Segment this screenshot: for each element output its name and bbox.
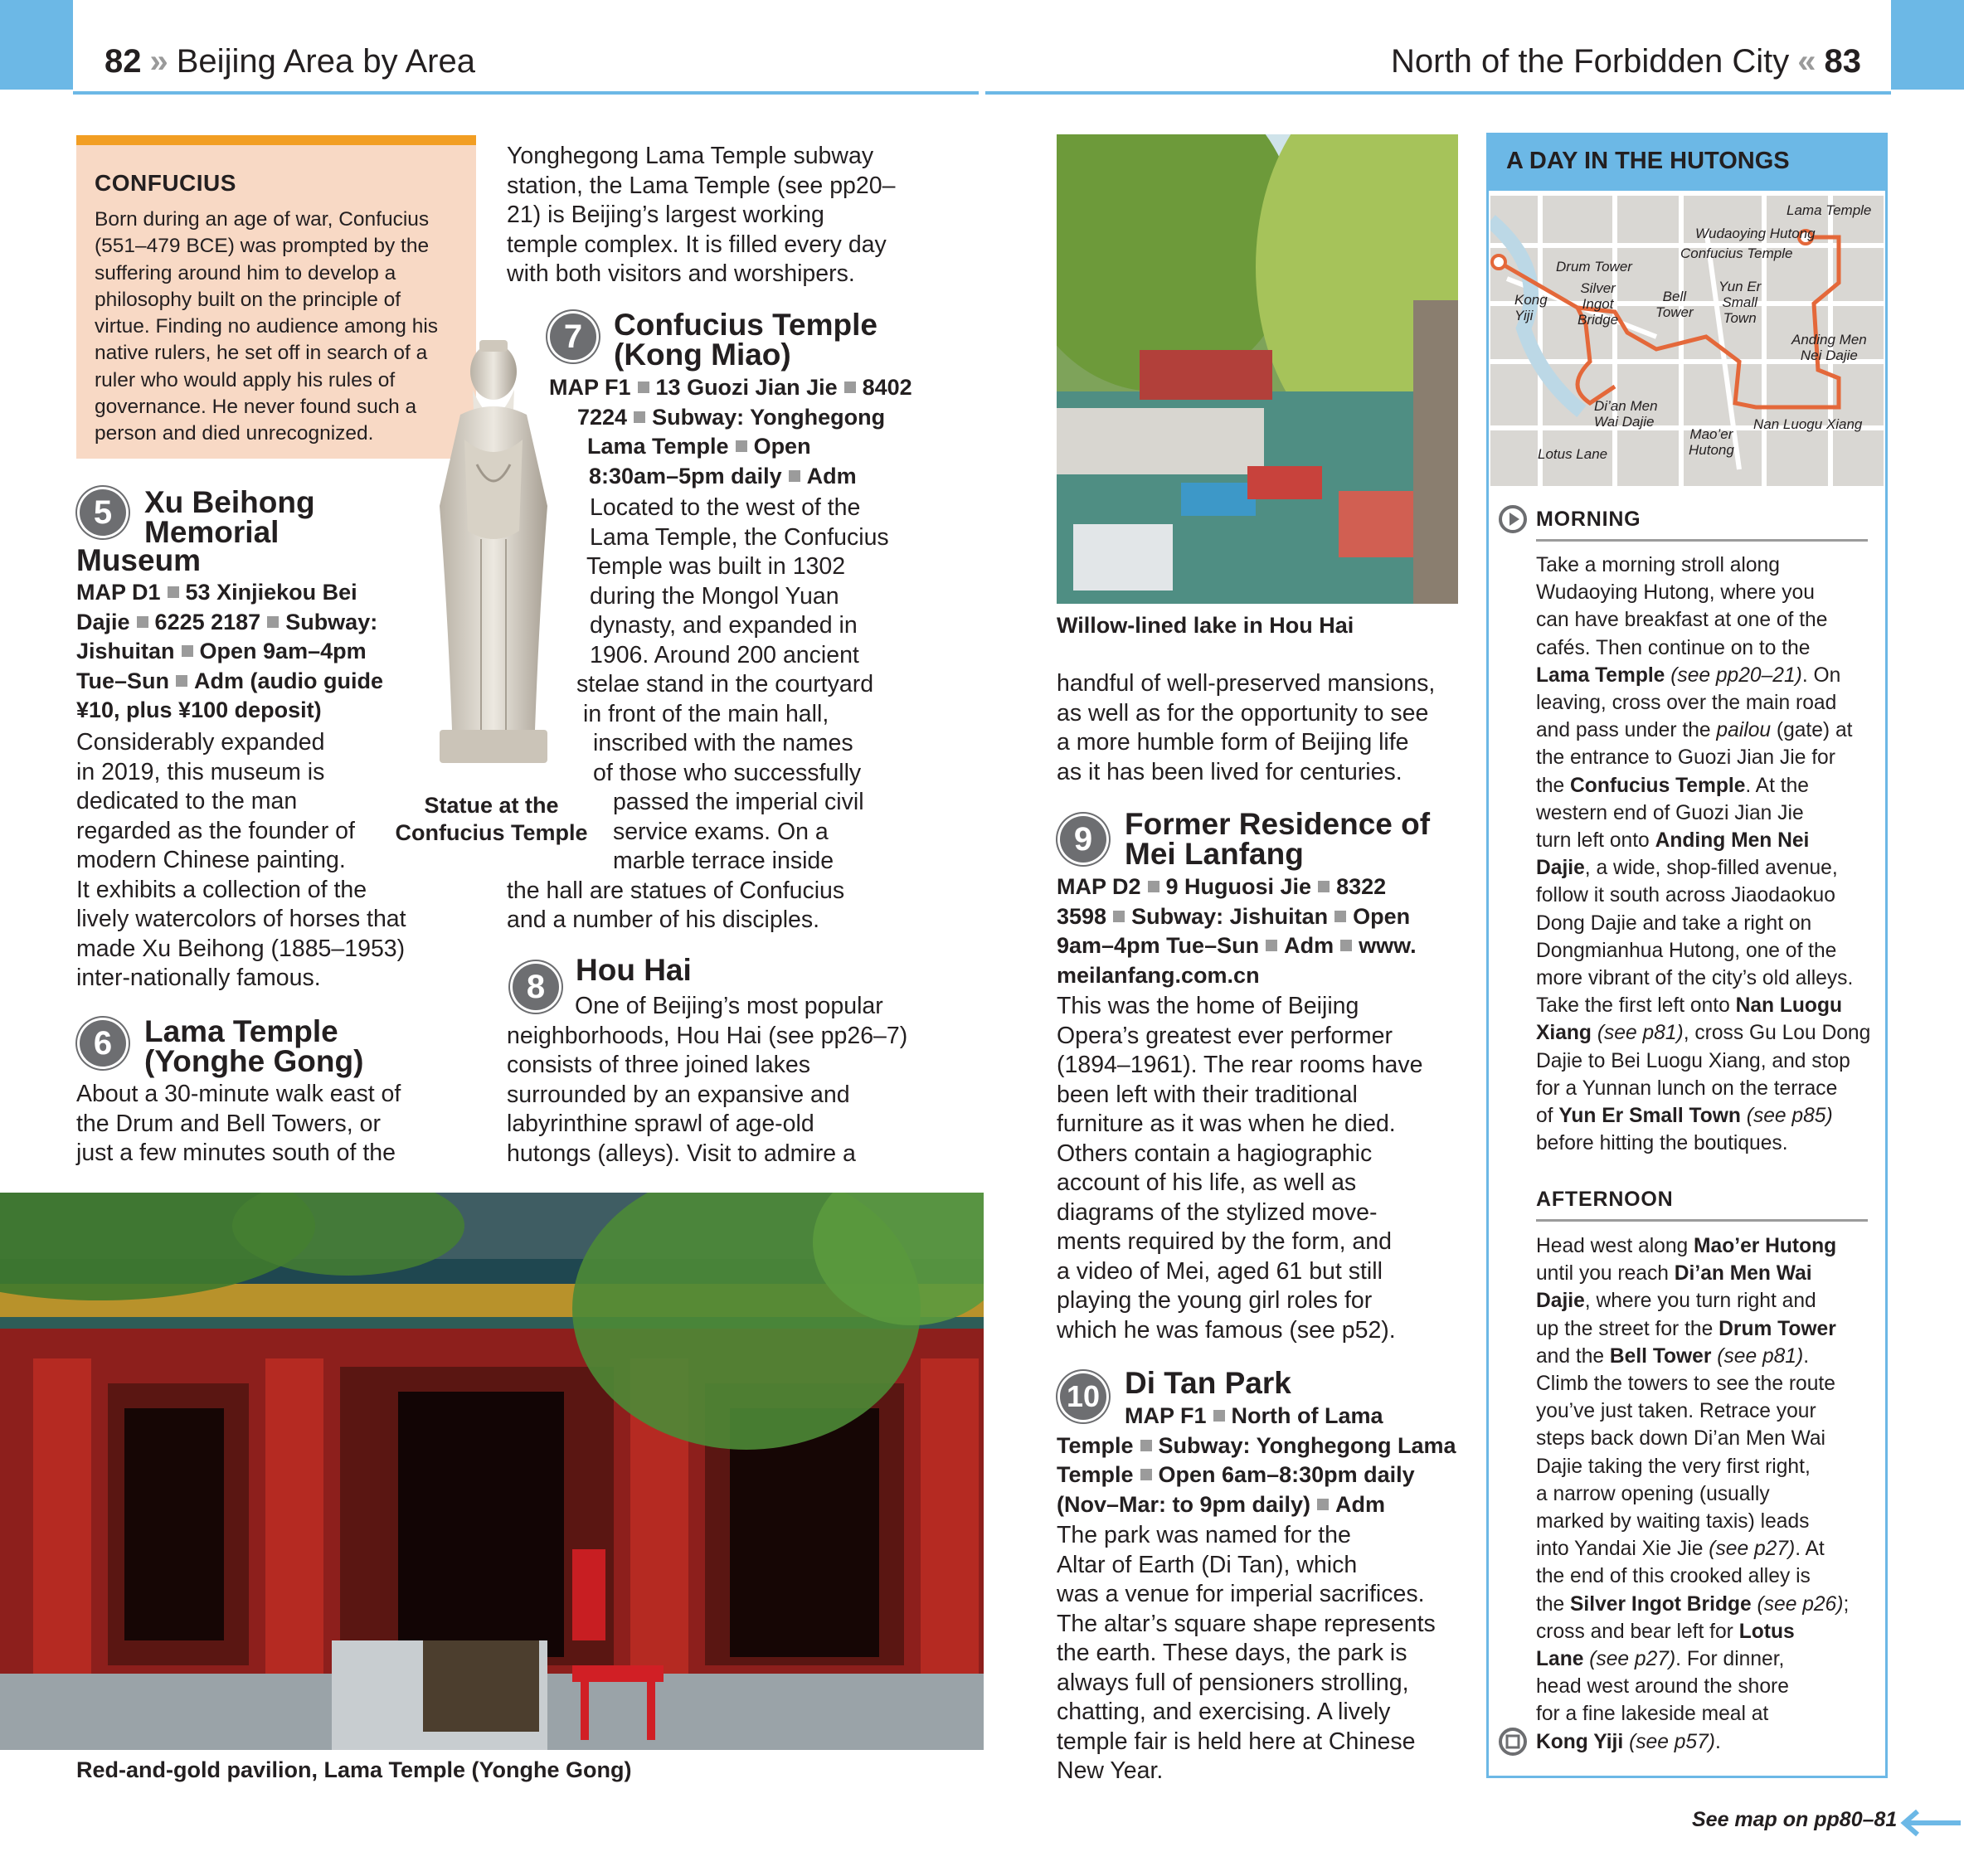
body-line: a video of Mei, aged 61 but still [1057,1257,1383,1285]
info-item: Open [1353,903,1411,929]
body-line: Temple was built in 1302 [586,553,846,580]
bullet-square-icon [844,382,856,393]
info-item: Subway: [285,609,378,634]
body-line: hutongs (alleys). Visit to admire a [507,1140,856,1167]
afternoon-line: up the street for the Drum Tower [1536,1317,1836,1340]
entry-5-info [76,578,425,726]
info-item: 53 Xinjiekou Bei [185,580,357,605]
info-item: 8322 [1336,874,1387,899]
entry-title-hou-hai: Hou Hai [576,953,692,987]
body-line: as it has been lived for centuries. [1057,758,1403,785]
info-item: Temple [1057,1432,1134,1458]
entry-title-confucius-temple [614,310,877,370]
map-label-line: Bridge [1578,312,1619,328]
map-label-yun-er [1718,279,1761,326]
lama-temple-pavilion-image [0,1193,984,1750]
morning-line: Dajie, a wide, shop-filled avenue, [1536,857,1838,880]
body-line: About a 30-minute walk east of [76,1081,401,1107]
info-item: 6225 2187 [154,609,261,634]
map-label-anding [1791,332,1867,363]
map-label-line: Kong [1514,292,1548,308]
body-line: just a few minutes south of the [76,1140,396,1166]
info-item: Adm [806,463,857,488]
map-label-line: Anding Men [1791,332,1867,347]
body-line: diagrams of the stylized move- [1057,1198,1378,1226]
body-line: with both visitors and worshipers. [507,260,855,287]
info-item: Adm [1284,933,1334,958]
body-line: The park was named for the [1057,1522,1351,1548]
info-item: MAP F1 [1125,1403,1207,1428]
body-line: dedicated to the man [76,788,298,814]
morning-line: Dong Dajie and take a right on [1536,911,1812,935]
bullet-square-icon [1266,940,1277,951]
title-line: Xu Beihong [144,485,315,519]
map-label-lama-temple: Lama Temple [1787,202,1872,218]
body-line: as well as for the opportunity to see [1057,699,1429,727]
left-section-title: Beijing Area by Area [176,43,475,80]
body-line: Lama Temple, the Confucius [590,523,889,551]
map-label-line: Di’an Men [1594,398,1658,414]
entry-10-body [1057,1521,1471,1786]
bullet-square-icon [182,645,193,657]
info-item: (Nov–Mar: to 9pm daily) [1057,1491,1311,1517]
map-label-line: Town [1723,310,1757,326]
entry-6-body [76,1080,433,1169]
body-line: dynasty, and expanded in [590,612,858,639]
body-line: regarded as the founder of [76,817,355,844]
stop-end-icon [1498,1727,1528,1757]
map-label-maoer [1689,426,1734,458]
map-label-lotus-lane: Lotus Lane [1538,446,1608,462]
entry-6-body-continued [507,142,921,289]
statue-caption-line: Statue at the [424,793,559,818]
body-line: lively watercolors of horses that [76,906,406,932]
afternoon-line: cross and bear left for Lotus [1536,1620,1795,1643]
morning-line: can have breakfast at one of the [1536,609,1828,632]
body-line: Others contain a hagiographic [1057,1140,1373,1167]
morning-line: more vibrant of the city’s old alleys. [1536,967,1854,990]
body-line: New Year. [1057,1757,1164,1784]
morning-line: leaving, cross over the main road [1536,692,1837,715]
info-item: Tue–Sun [76,668,170,693]
afternoon-line: a narrow opening (usually [1536,1482,1770,1505]
morning-line: of Yun Er Small Town (see p85) [1536,1105,1833,1128]
morning-line: Xiang (see p81), cross Gu Lou Dong [1536,1022,1871,1045]
morning-text [1536,552,1876,1157]
body-line: was a venue for imperial sacrifices. [1057,1581,1425,1607]
map-label-line: Small [1722,294,1757,310]
info-item: meilanfang.com.cn [1057,962,1260,988]
body-line: in front of the main hall, [583,700,829,727]
body-line: temple complex. It is filled every day [507,231,887,258]
info-item: MAP D1 [76,580,161,605]
afternoon-rule [1536,1219,1868,1222]
bullet-square-icon [137,616,148,628]
map-label-line: Yiji [1514,308,1534,323]
morning-line: for a Yunnan lunch on the terrace [1536,1077,1838,1100]
info-item: Open 9am–4pm [199,639,367,663]
title-line: Memorial [144,515,280,549]
right-running-head [1391,43,1861,80]
morning-title: MORNING [1536,508,1641,531]
afternoon-line: Lane (see p27). For dinner, [1536,1648,1785,1671]
body-line: One of Beijing’s most popular [575,993,883,1019]
morning-line: Take a morning stroll along [1536,554,1780,576]
body-line: consists of three joined lakes [507,1052,810,1078]
body-line: inter-nationally famous. [76,965,321,991]
map-label-wudaoying: Wudaoying Hutong [1695,226,1816,241]
body-line: been left with their traditional [1057,1081,1358,1108]
entry-10-info [1057,1402,1471,1519]
body-line: labyrinthine sprawl of age-old [507,1111,814,1137]
body-line: stelae stand in the courtyard [576,671,874,697]
bullet-square-icon [168,586,179,598]
bullet-square-icon [634,411,645,423]
map-label-confucius: Confucius Temple [1680,245,1793,261]
entry-title-xu-beihong-line3: Museum [76,543,202,577]
afternoon-line: for a fine lakeside meal at [1536,1703,1769,1726]
entry-title-mei-lanfang [1125,809,1430,869]
info-item: 9 Huguosi Jie [1165,874,1312,899]
info-item: Lama Temple [587,434,729,459]
bullet-square-icon [1213,1410,1225,1422]
title-line: (Kong Miao) [614,338,791,372]
morning-line: Dajie to Bei Luogu Xiang, and stop [1536,1049,1850,1072]
body-line: during the Mongol Yuan [590,582,839,610]
confucius-box-text: Born during an age of war, Confucius (551–479 BCE) was prompted by the suffering around him to develop a philosophy built on the principle of virtue. Finding no audience among his native rulers, he set off in search of a ruler who would apply his rules of governance. He never found such a person and died unrecognized. [95,208,439,445]
info-item: ¥10, plus ¥100 deposit) [76,697,322,722]
map-label-silver-ingot [1578,280,1618,328]
body-line: playing the young girl roles for [1057,1287,1373,1314]
morning-rule [1536,539,1868,542]
info-item: Subway: Yonghegong Lama [1158,1432,1456,1458]
morning-line: and pass under the pailou (gate) at [1536,719,1853,742]
map-label-nanluogu: Nan Luogu Xiang [1753,416,1863,432]
title-line: (Yonghe Gong) [144,1044,364,1078]
entry-9-info [1057,872,1463,990]
map-label-drum-tower: Drum Tower [1556,259,1632,275]
chevron-right-icon: » [149,43,168,80]
afternoon-title: AFTERNOON [1536,1188,1674,1211]
entry-number-5: 5 [80,489,126,536]
info-item: Open [753,434,811,459]
entry-7-body [507,493,938,936]
morning-line: Dongmianhua Hutong, one of the [1536,939,1837,962]
play-start-icon [1498,504,1528,534]
bullet-square-icon [1334,911,1346,922]
body-line: Yonghegong Lama Temple subway [507,143,874,169]
bullet-square-icon [1140,1469,1152,1480]
entry-number-7: 7 [550,313,596,360]
info-item: 8:30am–5pm daily [589,463,782,488]
info-item: MAP D2 [1057,874,1141,899]
afternoon-line: head west around the shore [1536,1675,1789,1699]
body-line: ments required by the form, and [1057,1228,1392,1255]
afternoon-line: the end of this crooked alley is [1536,1565,1811,1588]
map-label-line: Mao’er [1689,426,1733,442]
title-line: Confucius Temple [614,308,877,342]
bullet-square-icon [789,470,800,482]
body-line: passed the imperial civil [613,789,864,815]
map-label-line: Tower [1655,304,1694,320]
morning-line: Take the first left onto Nan Luogu [1536,994,1843,1018]
confucius-box-title: CONFUCIUS [95,170,236,196]
afternoon-line: Climb the towers to see the route [1536,1373,1835,1396]
body-line: marble terrace inside [613,848,834,874]
morning-line: before hitting the boutiques. [1536,1132,1788,1155]
afternoon-line: steps back down Di’an Men Wai [1536,1427,1826,1451]
map-label-line: Silver [1580,280,1616,296]
body-line: handful of well-preserved mansions, [1057,670,1436,697]
entry-number-10: 10 [1060,1373,1106,1420]
title-line: Former Residence of [1125,807,1431,841]
morning-line: cafés. Then continue on to the [1536,636,1811,659]
afternoon-line: until you reach Di’an Men Wai [1536,1262,1812,1285]
left-page-number: 82 [105,43,142,80]
statue-caption-line: Confucius Temple [395,820,588,845]
morning-line: Lama Temple (see pp20–21). On [1536,663,1841,687]
entry-title-xu-beihong [144,485,315,549]
body-line: The altar’s square shape represents [1057,1610,1436,1637]
map-label-dianmen [1594,398,1658,430]
afternoon-line: Dajie taking the very first right, [1536,1455,1811,1478]
info-item: 7224 [577,404,628,430]
afternoon-line: Dajie, where you turn right and [1536,1290,1816,1313]
entry-8-body-continued [1057,669,1471,787]
body-line: the earth. These days, the park is [1057,1640,1407,1666]
info-item: www. [1359,933,1417,958]
body-line: and a number of his disciples. [507,906,820,933]
afternoon-line: Head west along Mao’er Hutong [1536,1235,1837,1257]
morning-line: turn left onto Anding Men Nei [1536,829,1810,853]
afternoon-text [1536,1232,1876,1756]
info-item: Adm [1335,1491,1386,1517]
map-label-line: Ingot [1582,296,1614,312]
lake-caption: Willow-lined lake in Hou Hai [1057,613,1354,638]
entry-number-9: 9 [1060,816,1106,863]
body-line: account of his life, as well as [1057,1169,1357,1196]
map-label-line: Nei Dajie [1800,347,1858,363]
body-line: modern Chinese painting. [76,847,346,873]
info-item: Subway: Jishuitan [1131,903,1329,929]
afternoon-line: marked by waiting taxis) leads [1536,1510,1810,1533]
afternoon-line: and the Bell Tower (see p81). [1536,1344,1810,1368]
body-line: furniture as it was when he died. [1057,1111,1396,1137]
body-line: Altar of Earth (Di Tan), which [1057,1551,1358,1578]
entry-number-6: 6 [80,1020,126,1067]
body-line: 1906. Around 200 ancient [590,641,859,668]
bullet-square-icon [1113,911,1125,922]
info-item: Temple [1057,1462,1134,1487]
chevron-left-icon: « [1797,43,1816,80]
info-item: MAP F1 [549,375,631,400]
info-item: Subway: Yonghegong [652,404,886,430]
body-line: the hall are statues of Confucius [507,877,845,904]
body-line: It exhibits a collection of the [76,876,367,903]
title-line: Mei Lanfang [1125,837,1304,871]
pavilion-caption: Red-and-gold pavilion, Lama Temple (Yonghe Gong) [76,1757,632,1782]
bullet-square-icon [1317,1499,1329,1510]
info-item: 9am–4pm Tue–Sun [1057,933,1260,958]
entry-title-lama-temple [144,1014,364,1078]
body-line: This was the home of Beijing [1057,993,1359,1019]
body-line: in 2019, this museum is [76,758,325,785]
body-line: the Drum and Bell Towers, or [76,1110,381,1137]
info-item: Dajie [76,609,130,634]
entry-number-8: 8 [513,964,559,1010]
info-item: 8402 [862,375,912,400]
morning-line: Wudaoying Hutong, where you [1536,581,1815,605]
entry-8-body [507,992,930,1169]
morning-line: western end of Guozi Jian Jie [1536,801,1804,824]
entry-title-di-tan-park: Di Tan Park [1125,1366,1291,1400]
afternoon-line: Kong Yiji (see p57). [1536,1730,1721,1753]
body-line: which he was famous (see p52). [1057,1316,1396,1344]
left-running-head [105,43,475,80]
entry-9-body [1057,992,1471,1345]
left-edge-tab [0,0,73,90]
afternoon-line: into Yandai Xie Jie (see p27). At [1536,1538,1825,1561]
body-line: surrounded by an expansive and [507,1081,850,1108]
info-item: Jishuitan [76,639,175,663]
bullet-square-icon [176,675,187,687]
afternoon-line: the Silver Ingot Bridge (see p26); [1536,1592,1850,1616]
bullet-square-icon [1318,881,1330,892]
morning-line: follow it south across Jiaodaokuo [1536,884,1835,907]
bullet-square-icon [1140,1440,1152,1451]
right-page-number: 83 [1824,43,1861,80]
map-label-line: Hutong [1689,442,1734,458]
info-item: Open 6am–8:30pm daily [1158,1462,1415,1487]
map-label-kong-yiji [1514,292,1548,323]
body-line: inscribed with the names [593,730,853,756]
morning-line: the Confucius Temple. At the [1536,774,1809,797]
hou-hai-lake-image [1057,134,1458,604]
info-item: Adm (audio guide [194,668,383,693]
body-line: service exams. On a [613,818,829,845]
day-in-hutongs-title: A DAY IN THE HUTONGS [1506,148,1790,174]
body-line: made Xu Beihong (1885–1953) [76,935,406,962]
map-label-line: Wai Dajie [1594,414,1655,430]
body-line: of those who successfully [593,759,862,786]
map-label-line: Bell [1662,289,1687,304]
body-line: a more humble form of Beijing life [1057,729,1409,756]
title-line: Lama Temple [144,1014,338,1048]
right-edge-tab [1891,0,1964,90]
bullet-square-icon [638,382,649,393]
body-line: chatting, and exercising. A lively [1057,1699,1391,1725]
body-line: (1894–1961). The rear rooms have [1057,1052,1423,1078]
map-label-bell-tower [1655,289,1694,320]
entry-7-info [549,373,939,491]
bullet-square-icon [736,440,747,452]
see-map-note: See map on pp80–81 [1692,1808,1898,1831]
info-item: North of Lama [1231,1403,1383,1428]
bullet-square-icon [1340,940,1352,951]
entry-5-body [76,728,425,994]
map-label-line: Yun Er [1718,279,1762,294]
arrow-left-icon [1896,1806,1962,1840]
body-line: neighborhoods, Hou Hai (see pp26–7) [507,1022,908,1049]
bullet-square-icon [267,616,279,628]
body-line: station, the Lama Temple (see pp20– [507,172,896,199]
body-line: Located to the west of the [590,494,861,521]
body-line: always full of pensioners strolling, [1057,1669,1409,1696]
afternoon-line: you’ve just taken. Retrace your [1536,1400,1816,1423]
body-line: Considerably expanded [76,729,325,756]
info-item: 13 Guozi Jian Jie [655,375,838,400]
body-line: Opera’s greatest ever performer [1057,1022,1393,1049]
bullet-square-icon [1148,881,1159,892]
info-item: 3598 [1057,903,1107,929]
body-line: 21) is Beijing’s largest working [507,202,824,228]
body-line: temple fair is held here at Chinese [1057,1728,1416,1755]
morning-line: the entrance to Guozi Jian Jie for [1536,746,1835,770]
right-section-title: North of the Forbidden City [1391,43,1790,80]
